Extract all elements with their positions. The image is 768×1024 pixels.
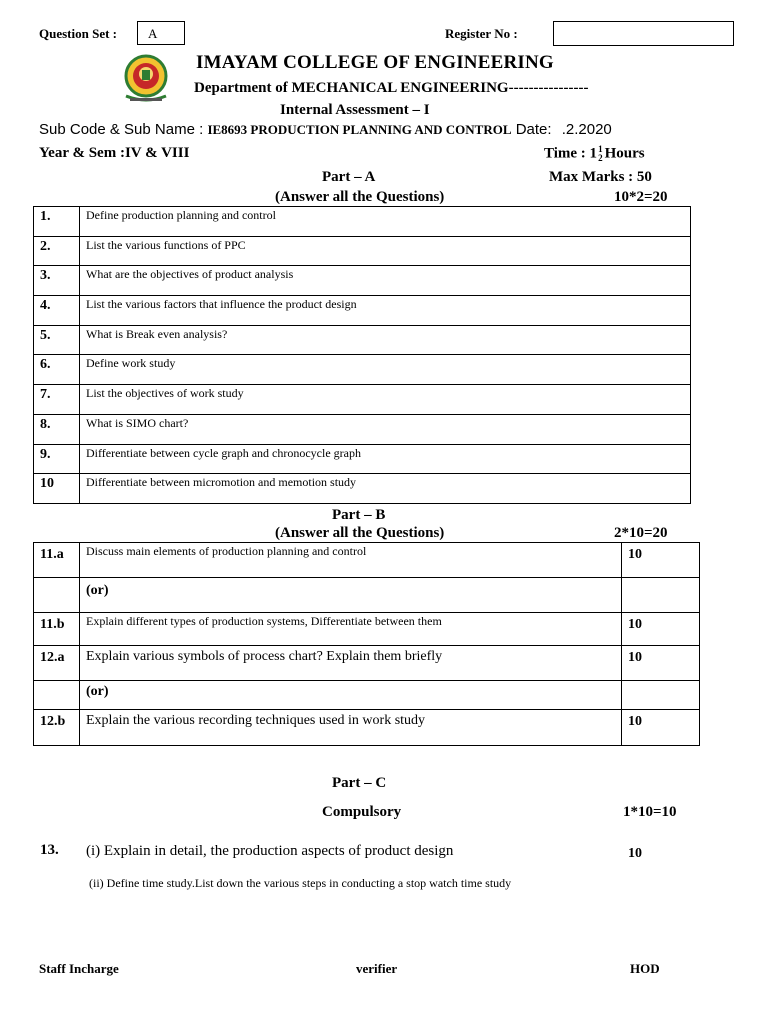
year-semester: Year & Sem :IV & VIII — [39, 145, 190, 161]
question-number: 7. — [34, 385, 80, 415]
question-text: Explain various symbols of process chart? Explain them briefly — [80, 646, 622, 681]
or-separator: (or) — [80, 681, 622, 710]
part-a-title: Part – A — [322, 169, 376, 185]
question-number — [34, 578, 80, 613]
college-logo-icon — [118, 52, 174, 104]
max-marks: Max Marks : 50 — [549, 169, 652, 185]
part-b-instruction: (Answer all the Questions) — [275, 525, 445, 541]
question-text: Differentiate between cycle graph and chronocycle graph — [80, 444, 691, 474]
question-text: (ii) Define time study.List down the various steps in conducting a stop watch time study — [89, 876, 512, 890]
table-row — [34, 207, 691, 237]
question-set-label: Question Set : — [39, 26, 117, 41]
part-b-marks: 2*10=20 — [614, 525, 668, 541]
question-text: Differentiate between micromotion and memotion study — [80, 474, 691, 504]
table-row — [34, 236, 691, 266]
question-marks: 10 — [628, 846, 642, 861]
question-number — [34, 681, 80, 710]
question-marks: 10 — [622, 710, 700, 746]
time-fraction — [598, 145, 603, 163]
date-label: Date: — [515, 121, 552, 138]
question-marks: 10 — [622, 543, 700, 578]
table-row — [34, 710, 700, 746]
part-b-title: Part – B — [332, 507, 386, 523]
question-number: 5. — [34, 325, 80, 355]
question-number: 4. — [34, 296, 80, 326]
time-label: Time : 1 — [544, 145, 598, 162]
question-number: 1. — [34, 207, 80, 237]
or-separator: (or) — [80, 578, 622, 613]
verifier-label: verifier — [356, 961, 398, 976]
question-text: List the various functions of PPC — [80, 236, 691, 266]
question-number: 12.a — [34, 646, 80, 681]
part-a-instruction: (Answer all the Questions) — [275, 189, 445, 205]
part-a-table — [33, 206, 691, 504]
subject-line — [39, 121, 612, 138]
question-number: 13. — [40, 842, 59, 858]
question-number: 3. — [34, 266, 80, 296]
question-text: Explain the various recording techniques used in work study — [80, 710, 622, 746]
question-number: 8. — [34, 414, 80, 444]
staff-incharge-label: Staff Incharge — [39, 961, 119, 976]
subject-code: IE8693 PRODUCTION PLANNING AND CONTROL — [207, 122, 512, 137]
table-row — [34, 266, 691, 296]
question-marks — [622, 578, 700, 613]
part-c-title: Part – C — [332, 775, 387, 791]
college-name: IMAYAM COLLEGE OF ENGINEERING — [196, 52, 554, 73]
question-number: 9. — [34, 444, 80, 474]
exam-time — [544, 145, 645, 163]
question-number: 6. — [34, 355, 80, 385]
question-text: (i) Explain in detail, the production aspects of product design — [86, 843, 454, 859]
time-fraction-den: 2 — [598, 153, 603, 163]
register-no-label: Register No : — [445, 26, 518, 41]
part-c-marks: 1*10=10 — [623, 804, 677, 820]
question-marks: 10 — [622, 646, 700, 681]
subject-label: Sub Code & Sub Name : — [39, 121, 204, 138]
table-row — [34, 474, 691, 504]
question-number: 11.b — [34, 613, 80, 646]
question-number: 10 — [34, 474, 80, 504]
table-row — [34, 681, 700, 710]
table-row — [34, 646, 700, 681]
assessment-title: Internal Assessment – I — [280, 102, 430, 118]
table-row — [34, 385, 691, 415]
question-number: 12.b — [34, 710, 80, 746]
question-text: Define work study — [80, 355, 691, 385]
question-number: 11.a — [34, 543, 80, 578]
question-text: Explain different types of production systems, Differentiate between them — [80, 613, 622, 646]
question-text: List the various factors that influence the product design — [80, 296, 691, 326]
question-text: Discuss main elements of production planning and control — [80, 543, 622, 578]
register-no-box — [553, 21, 734, 46]
table-row — [34, 355, 691, 385]
table-row — [34, 414, 691, 444]
part-b-table — [33, 542, 700, 746]
time-fraction-num: 1 — [598, 144, 603, 154]
table-row — [34, 613, 700, 646]
table-row — [34, 543, 700, 578]
table-row — [34, 325, 691, 355]
department-name: Department of MECHANICAL ENGINEERING---------------- — [194, 80, 589, 96]
question-text: What is Break even analysis? — [80, 325, 691, 355]
table-row — [34, 444, 691, 474]
question-marks: 10 — [622, 613, 700, 646]
question-marks — [622, 681, 700, 710]
question-text: What are the objectives of product analysis — [80, 266, 691, 296]
table-row — [34, 296, 691, 326]
question-text: Define production planning and control — [80, 207, 691, 237]
date-value: .2.2020 — [561, 121, 612, 138]
part-a-marks: 10*2=20 — [614, 189, 668, 205]
part-c-subtitle: Compulsory — [322, 804, 402, 820]
question-number: 2. — [34, 236, 80, 266]
question-set-box: A — [137, 21, 185, 45]
question-text: What is SIMO chart? — [80, 414, 691, 444]
hod-label: HOD — [630, 961, 660, 976]
table-row — [34, 578, 700, 613]
time-unit: Hours — [604, 145, 645, 162]
question-text: List the objectives of work study — [80, 385, 691, 415]
